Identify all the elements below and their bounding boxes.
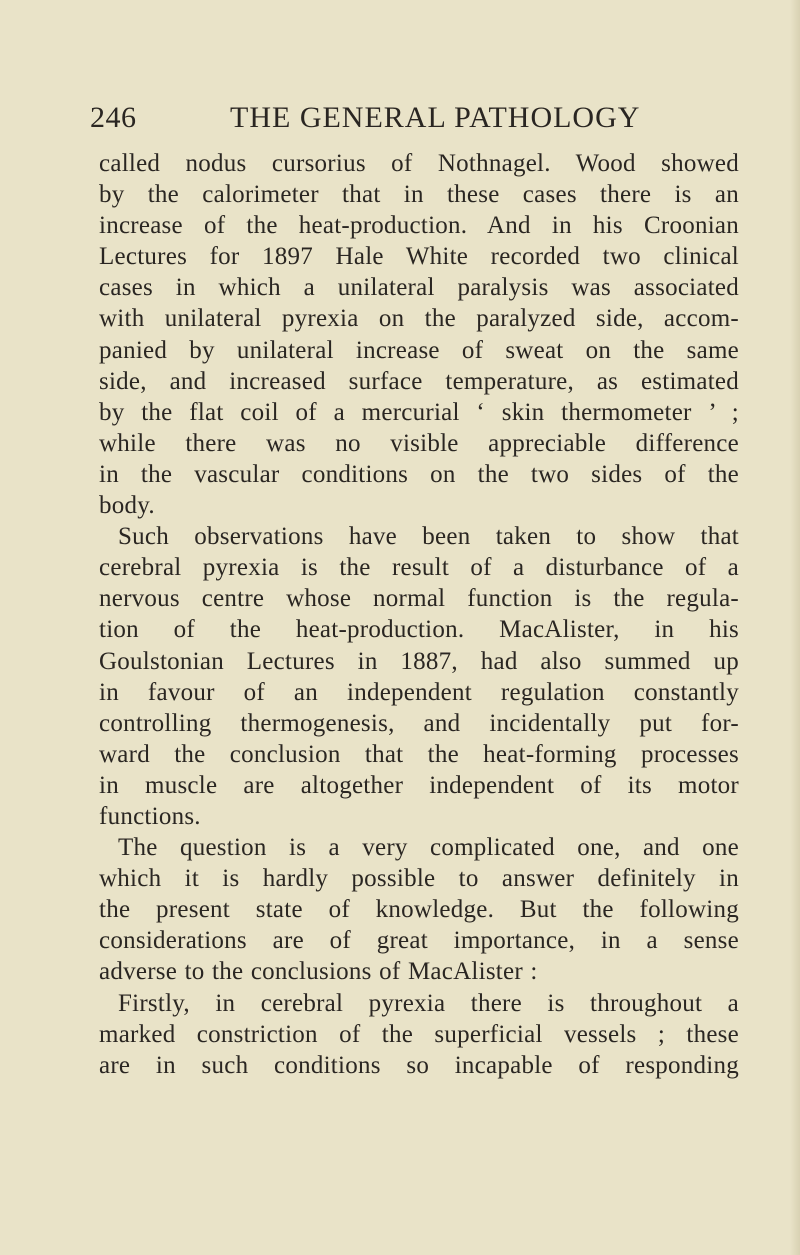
text-line: increase of the heat-production. And in his Croonian [99, 212, 739, 240]
running-title: THE GENERAL PATHOLOGY [230, 101, 641, 134]
text-line: marked constriction of the superficial vessels ; these [99, 1020, 739, 1048]
text-line: the present state of knowledge. But the following [99, 896, 739, 924]
text-line: adverse to the conclusions of MacAlister : [99, 958, 538, 986]
text-line: while there was no visible appreciable difference [99, 429, 739, 457]
text-line: by the calorimeter that in these cases there is an [99, 181, 739, 209]
text-line: cases in which a unilateral paralysis was associated [99, 274, 739, 302]
text-line: body. [99, 492, 155, 520]
page-number: 246 [90, 101, 137, 134]
paragraph-start-line: Such observations have been taken to show that [118, 523, 739, 551]
text-line: cerebral pyrexia is the result of a disturbance of a [99, 554, 739, 582]
paragraph-start-line: Firstly, in cerebral pyrexia there is throughout a [118, 989, 739, 1017]
text-line: are in such conditions so incapable of responding [99, 1051, 739, 1079]
text-line: in the vascular conditions on the two sides of the [99, 460, 739, 488]
paragraph-start-line: The question is a very complicated one, and one [118, 834, 739, 862]
running-header [90, 96, 730, 140]
text-line: functions. [99, 802, 201, 830]
text-line: tion of the heat-production. MacAlister, in his [99, 616, 739, 644]
text-line: Lectures for 1897 Hale White recorded two clinical [99, 243, 739, 271]
text-line: called nodus cursorius of Nothnagel. Wood showed [99, 150, 739, 177]
text-line: considerations are of great importance, in a sense [99, 927, 739, 955]
text-line: in favour of an independent regulation constantly [99, 678, 739, 706]
text-line: in muscle are altogether independent of its motor [99, 771, 739, 799]
text-line: by the flat coil of a mercurial ‘ skin thermometer ’ ; [99, 398, 739, 426]
text-line: controlling thermogenesis, and incidentally put for- [99, 709, 739, 737]
text-line: ward the conclusion that the heat-forming processes [99, 740, 739, 768]
page-edge [790, 0, 800, 1255]
text-line: Goulstonian Lectures in 1887, had also summed up [99, 647, 739, 675]
body-text [99, 148, 739, 1081]
text-line: nervous centre whose normal function is the regula- [99, 585, 739, 613]
text-line: with unilateral pyrexia on the paralyzed side, accom- [99, 305, 739, 333]
text-line: side, and increased surface temperature, as estimated [99, 367, 739, 395]
text-line: which it is hardly possible to answer definitely in [99, 865, 739, 893]
text-line: panied by unilateral increase of sweat on the same [99, 336, 739, 364]
